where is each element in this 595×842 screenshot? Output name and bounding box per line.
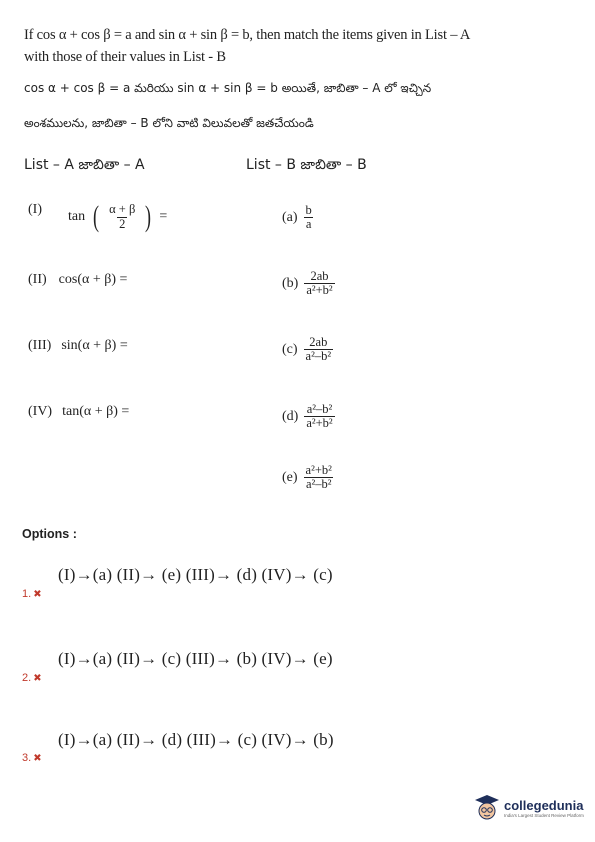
fraction-denominator: a²–b² (305, 477, 332, 492)
list-b-item-b (282, 270, 335, 297)
list-a-item-number: (II) (28, 272, 47, 287)
fraction-numerator: b (305, 203, 312, 217)
close-paren-glyph: ) (145, 200, 152, 233)
mascot-icon (474, 794, 500, 822)
half-angle-fraction (107, 203, 137, 230)
list-a-header: List – A జాబితా – A (24, 157, 145, 173)
list-a-item-1 (28, 202, 167, 232)
option-1-number (22, 588, 42, 600)
fraction-numerator: 2ab (309, 335, 328, 349)
option-2-text[interactable]: (I)→(a) (II)→ (c) (III)→ (b) (IV)→ (e) (58, 649, 333, 668)
option-2-number (22, 672, 42, 684)
list-a-item-suffix: = (159, 209, 168, 224)
question-telugu-line-2: అంశములను, జాబితా – B లోని వాటి విలువలతో జతచేయండి (24, 116, 314, 130)
list-a-item-prefix: tan (68, 209, 86, 224)
list-a-item-3 (28, 338, 128, 354)
list-a-item-number: (IV) (28, 404, 53, 419)
option-number-label: 2. (22, 672, 32, 684)
list-b-fraction (304, 204, 314, 231)
list-b-item-c (282, 336, 333, 363)
list-b-fraction (304, 403, 334, 430)
open-paren-glyph: ( (93, 200, 100, 233)
fraction-numerator: α + β (109, 202, 136, 217)
list-b-item-label: (a) (282, 209, 298, 225)
fraction-denominator: a²–b² (305, 349, 332, 364)
brand-logo (474, 794, 584, 822)
list-a-item-2 (28, 272, 127, 288)
list-b-fraction (304, 336, 334, 363)
list-a-item-expr: cos(α + β) = (58, 272, 128, 287)
cross-icon: ✖ (33, 753, 42, 764)
question-line-1: If cos α + cos β = a and sin α + sin β = b, then match the items given in List – A (24, 27, 471, 43)
option-number-label: 1. (22, 588, 32, 600)
list-b-item-label: (c) (282, 341, 298, 357)
list-b-fraction (304, 270, 334, 297)
cross-icon: ✖ (33, 589, 42, 600)
question-telugu-line-1: cos α + cos β = a మరియు sin α + sin β = b అయితే, జాబితా – A లో ఇచ్చిన (24, 81, 432, 95)
fraction-numerator: 2ab (310, 269, 329, 283)
option-number-label: 3. (22, 752, 32, 764)
list-b-item-a (282, 204, 314, 231)
fraction-numerator: a²–b² (306, 402, 333, 416)
option-3-number (22, 752, 42, 764)
fraction-numerator: a²+b² (305, 463, 332, 477)
brand-name: collegedunia (504, 798, 584, 813)
list-b-item-label: (d) (282, 408, 299, 424)
options-title: Options : (22, 527, 77, 541)
list-b-item-label: (e) (282, 469, 298, 485)
list-a-item-number: (III) (28, 338, 52, 353)
list-b-header: List – B జాబితా – B (246, 157, 367, 173)
list-b-item-d (282, 403, 335, 430)
list-b-item-e (282, 464, 334, 491)
fraction-denominator: a²+b² (306, 416, 333, 431)
list-b-fraction (304, 464, 334, 491)
list-a-item-number: (I) (28, 202, 42, 217)
option-3-text[interactable]: (I)→(a) (II)→ (d) (III)→ (c) (IV)→ (b) (58, 730, 334, 749)
fraction-denominator: a²+b² (306, 283, 333, 298)
cross-icon: ✖ (33, 673, 42, 684)
brand-tagline: India's Largest Student Review Platform (504, 813, 584, 818)
question-line-2: with those of their values in List - B (24, 49, 226, 65)
list-b-item-label: (b) (282, 275, 299, 291)
list-a-item-4 (28, 404, 129, 420)
list-a-item-expr: sin(α + β) = (61, 338, 128, 353)
option-1-text[interactable]: (I)→(a) (II)→ (e) (III)→ (d) (IV)→ (c) (58, 565, 333, 584)
fraction-denominator: 2 (119, 216, 126, 231)
fraction-denominator: a (305, 217, 312, 232)
list-a-item-expr: tan(α + β) = (62, 404, 130, 419)
